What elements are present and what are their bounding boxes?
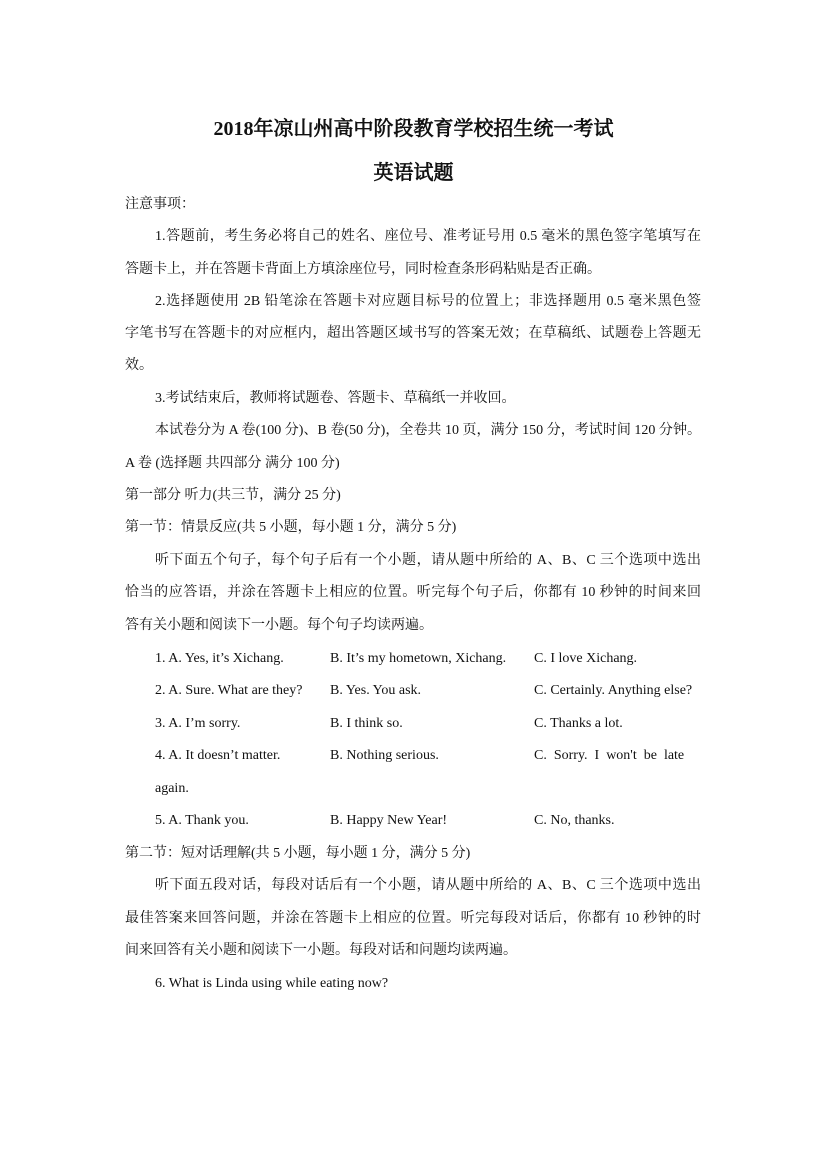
section-heading: 第一部分 听力(共三节，满分 25 分) — [125, 488, 341, 503]
question-5-option-c: C. No, thanks. — [534, 813, 615, 828]
notice-line: 效。 — [125, 358, 153, 373]
question-3-option-b: B. I think so. — [330, 716, 403, 731]
section-intro-line: 听下面五个句子，每个句子后有一个小题，请从题中所给的 A、B、C 三个选项中选出 — [155, 553, 701, 568]
notice-line: 2.选择题使用 2B 铅笔涂在答题卡对应题目标号的位置上；非选择题用 0.5 毫米黑色签 — [155, 294, 701, 309]
section-intro-line: 间来回答有关小题和阅读下一小题。每段对话和问题均读两遍。 — [125, 943, 517, 958]
question-2-option-b: B. Yes. You ask. — [330, 683, 422, 698]
section-heading: 第一节：情景反应(共 5 小题，每小题 1 分，满分 5 分) — [125, 520, 457, 535]
page-subtitle: 英语试题 — [373, 162, 454, 184]
notice-line: 本试卷分为 A 卷(100 分)、B 卷(50 分)，全卷共 10 页，满分 150 分，考试时间 120 分钟。 — [155, 423, 701, 438]
question-5-option-b: B. Happy New Year! — [330, 813, 448, 828]
question-1-option-a: 1. A. Yes, it’s Xichang. — [155, 651, 284, 666]
question-3-option-a: 3. A. I’m sorry. — [155, 716, 241, 731]
section-heading: 第二节：短对话理解(共 5 小题，每小题 1 分，满分 5 分) — [125, 846, 471, 861]
question-3-option-c: C. Thanks a lot. — [534, 716, 623, 731]
question-4-option-b: B. Nothing serious. — [330, 748, 439, 763]
notice-line: 3.考试结束后，教师将试题卷、答题卡、草稿纸一并收回。 — [155, 391, 516, 406]
section-heading: A 卷 (选择题 共四部分 满分 100 分) — [125, 456, 340, 471]
page-title: 2018年凉山州高中阶段教育学校招生统一考试 — [213, 118, 614, 140]
notice-line: 答题卡上，并在答题卡背面上方填涂座位号，同时检查条形码粘贴是否正确。 — [125, 262, 601, 277]
question-5-option-a: 5. A. Thank you. — [155, 813, 249, 828]
question-4-option-c: C. Sorry. I won't be late — [534, 748, 685, 763]
section-intro-line: 答有关小题和阅读下一小题。每个句子均读两遍。 — [125, 618, 433, 633]
question-4-option-a: 4. A. It doesn’t matter. — [155, 748, 281, 763]
question-1-option-b: B. It’s my hometown, Xichang. — [330, 651, 507, 666]
question-2-option-c: C. Certainly. Anything else? — [534, 683, 693, 698]
notice-heading: 注意事项： — [125, 197, 195, 212]
section-intro-line: 最佳答案来回答问题，并涂在答题卡上相应的位置。听完每段对话后，你都有 10 秒钟的时 — [125, 911, 701, 926]
question-2-option-a: 2. A. Sure. What are they? — [155, 683, 303, 698]
section-intro-line: 恰当的应答语，并涂在答题卡上相应的位置。听完每个句子后，你都有 10 秒钟的时间来回 — [125, 585, 701, 600]
section-intro-line: 听下面五段对话，每段对话后有一个小题，请从题中所给的 A、B、C 三个选项中选出 — [155, 878, 701, 893]
question-4-option-c-wrap: again. — [155, 781, 189, 796]
question-1-option-c: C. I love Xichang. — [534, 651, 638, 666]
notice-line: 字笔书写在答题卡的对应框内，超出答题区域书写的答案无效；在草稿纸、试题卷上答题无 — [125, 326, 701, 341]
question-6-stem: 6. What is Linda using while eating now? — [155, 976, 389, 991]
notice-line: 1.答题前，考生务必将自己的姓名、座位号、准考证号用 0.5 毫米的黑色签字笔填写在 — [155, 229, 701, 244]
